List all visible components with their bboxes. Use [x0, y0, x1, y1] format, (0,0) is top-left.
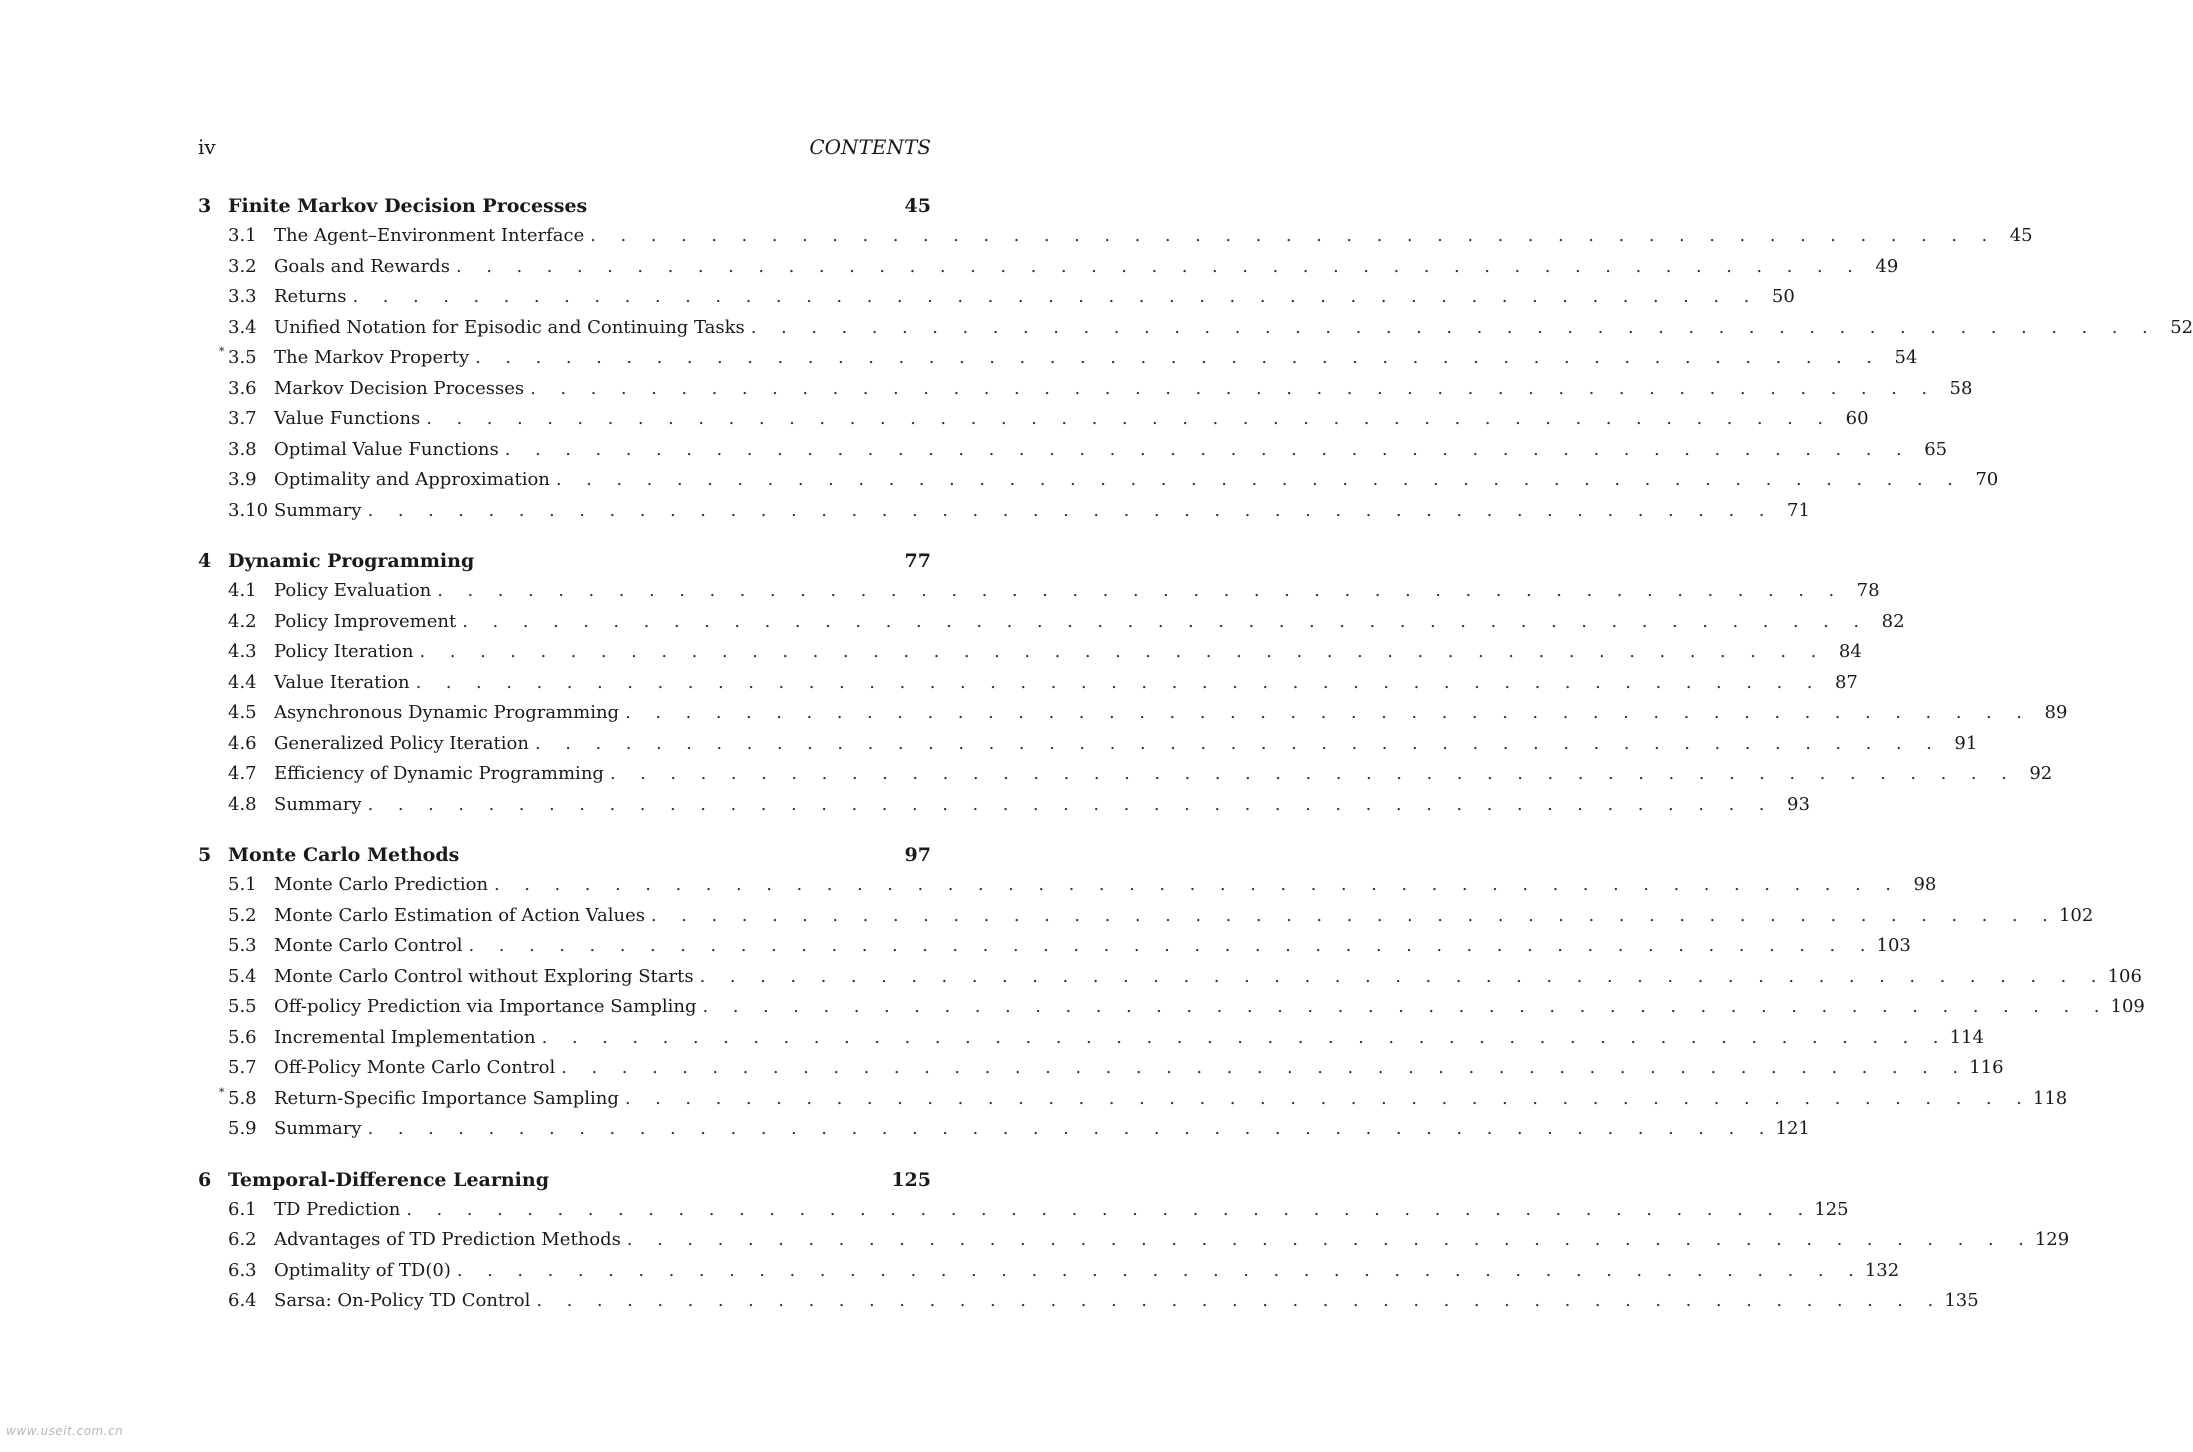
section-number-cell — [198, 313, 274, 344]
section-entry[interactable] — [198, 759, 2053, 790]
chapter-page-number: 45 — [904, 195, 931, 217]
chapter-title: Finite Markov Decision Processes — [228, 195, 588, 217]
section-number-cell — [198, 1053, 274, 1084]
chapter-number: 5 — [198, 844, 212, 866]
section-entry[interactable] — [198, 1114, 1810, 1145]
section-number-cell — [198, 962, 274, 993]
section-title: Policy Iteration — [274, 641, 414, 662]
section-page-number: 92 — [2029, 763, 2053, 784]
section-number: 5.9 — [228, 1118, 257, 1139]
section-number: 3.2 — [228, 255, 257, 277]
section-entry[interactable] — [198, 252, 1899, 283]
section-number-cell — [198, 1023, 274, 1054]
section-number: 6.3 — [228, 1259, 257, 1281]
section-page-number: 84 — [1838, 641, 1862, 662]
chapter-number: 4 — [198, 550, 212, 572]
section-number: 4.1 — [228, 580, 257, 601]
section-title: Goals and Rewards — [274, 255, 450, 277]
section-page-number: 116 — [1969, 1057, 2004, 1078]
section-number: 4.4 — [228, 671, 257, 693]
section-entry[interactable] — [198, 962, 2142, 993]
section-page-number: 98 — [1913, 874, 1937, 895]
section-number-cell — [198, 252, 274, 283]
dot-leader: . . . . . . . . . . . . . . . . . . . . . . . . . . . . . . . . . . . . . . . . . . . . . . . — [541, 1026, 1948, 1048]
section-number: 3.5 — [228, 347, 257, 368]
dot-leader: . . . . . . . . . . . . . . . . . . . . . . . . . . . . . . . . . . . . . . . . . . . . . . . — [455, 255, 1863, 277]
section-title: Summary — [274, 1118, 362, 1139]
section-page-number: 103 — [1876, 935, 1911, 956]
section-page-number: 52 — [2170, 316, 2193, 338]
dot-leader: . . . . . . . . . . . . . . . . . . . . . . . . . . . . . . . . . . . . . . . . . . . . . . . — [555, 469, 1963, 490]
section-number: 6.1 — [228, 1198, 257, 1220]
dot-leader: . . . . . . . . . . . . . . . . . . . . . . . . . . . . . . . . . . . . . . . . . . . . . . . — [625, 702, 2032, 723]
section-number: 5.4 — [228, 965, 257, 987]
section-number-cell — [198, 931, 274, 962]
section-page-number: 93 — [1787, 793, 1810, 815]
dot-leader: . . . . . . . . . . . . . . . . . . . . . . . . . . . . . . . . . . . . . . . . . . . . . . . — [426, 408, 1833, 429]
section-page-number: 106 — [2107, 965, 2142, 987]
section-number-cell — [198, 1114, 274, 1145]
section-number: 3.3 — [228, 286, 257, 307]
section-entry[interactable] — [198, 313, 2193, 344]
section-number: 4.2 — [228, 610, 257, 632]
section-number: 3.4 — [228, 316, 257, 338]
dot-leader: . . . . . . . . . . . . . . . . . . . . . . . . . . . . . . . . . . . . . . . . . . . . . . . — [415, 671, 1822, 693]
dot-leader: . . . . . . . . . . . . . . . . . . . . . . . . . . . . . . . . . . . . . . . . . . . . . . . — [650, 904, 2058, 926]
section-number: 5.1 — [228, 874, 257, 895]
dot-leader: . . . . . . . . . . . . . . . . . . . . . . . . . . . . . . . . . . . . . . . . . . . . . . . — [590, 225, 1997, 246]
section-page-number: 49 — [1875, 255, 1899, 277]
section-entry[interactable] — [198, 496, 1810, 527]
section-entry[interactable] — [198, 576, 1880, 607]
running-title: CONTENTS — [809, 135, 931, 159]
page-number: iv — [198, 135, 216, 159]
section-page-number: 109 — [2110, 996, 2145, 1017]
section-number: 5.3 — [228, 935, 257, 956]
section-number-cell — [198, 1084, 274, 1115]
chapter-page-number: 125 — [891, 1168, 931, 1191]
section-number-cell — [198, 1256, 274, 1287]
chapter-entry[interactable] — [198, 1165, 931, 1195]
watermark: www.useit.com.cn — [6, 1424, 124, 1438]
section-number-cell — [198, 1286, 274, 1317]
dot-leader: . . . . . . . . . . . . . . . . . . . . . . . . . . . . . . . . . . . . . . . . . . . . . . . — [406, 1198, 1813, 1220]
section-number-cell — [198, 668, 274, 699]
dot-leader: . . . . . . . . . . . . . . . . . . . . . . . . . . . . . . . . . . . . . . . . . . . . . . . — [504, 438, 1912, 460]
dot-leader: . . . . . . . . . . . . . . . . . . . . . . . . . . . . . . . . . . . . . . . . . . . . . . . — [494, 874, 1901, 895]
chapter-entry[interactable] — [198, 191, 931, 221]
section-entry[interactable] — [198, 607, 1905, 638]
dot-leader: . . . . . . . . . . . . . . . . . . . . . . . . . . . . . . . . . . . . . . . . . . . . . . . — [352, 286, 1759, 307]
section-entry[interactable] — [198, 404, 1869, 435]
dot-leader: . . . . . . . . . . . . . . . . . . . . . . . . . . . . . . . . . . . . . . . . . . . . . . . — [367, 499, 1774, 521]
dot-leader: . . . . . . . . . . . . . . . . . . . . . . . . . . . . . . . . . . . . . . . . . . . . . . . — [750, 316, 2158, 338]
section-number-cell — [198, 576, 274, 607]
section-title: Optimal Value Functions — [274, 438, 499, 460]
dot-leader: . . . . . . . . . . . . . . . . . . . . . . . . . . . . . . . . . . . . . . . . . . . . . . . — [626, 1229, 2034, 1250]
section-number: 3.6 — [228, 377, 257, 399]
section-page-number: 114 — [1949, 1026, 1984, 1048]
section-number: 3.8 — [228, 438, 257, 460]
section-title: Efficiency of Dynamic Programming — [274, 763, 604, 784]
section-entry[interactable] — [198, 1023, 1984, 1054]
section-number: 3.10 — [228, 499, 269, 521]
dot-leader: . . . . . . . . . . . . . . . . . . . . . . . . . . . . . . . . . . . . . . . . . . . . . . . — [699, 965, 2106, 987]
section-title: Monte Carlo Control — [274, 935, 463, 956]
chapter-title: Monte Carlo Methods — [228, 844, 460, 866]
section-entry[interactable] — [198, 1286, 1979, 1317]
section-page-number: 70 — [1975, 469, 1999, 490]
dot-leader: . . . . . . . . . . . . . . . . . . . . . . . . . . . . . . . . . . . . . . . . . . . . . . . — [561, 1057, 1968, 1078]
section-entry[interactable] — [198, 374, 1973, 405]
section-number-cell — [198, 637, 274, 668]
section-page-number: 54 — [1894, 347, 1918, 368]
section-page-number: 89 — [2044, 702, 2068, 723]
section-page-number: 102 — [2058, 904, 2094, 926]
section-title: Asynchronous Dynamic Programming — [274, 702, 620, 723]
section-entry[interactable] — [198, 729, 1978, 760]
section-number: 5.7 — [228, 1057, 257, 1078]
section-number-cell — [198, 698, 274, 729]
section-title: Value Functions — [274, 408, 421, 429]
section-number-cell — [198, 729, 274, 760]
section-title: Policy Improvement — [274, 610, 457, 632]
section-title: Optimality of TD(0) — [274, 1259, 451, 1281]
section-entry[interactable] — [198, 790, 1810, 821]
section-entry[interactable] — [198, 1084, 2068, 1115]
section-page-number: 65 — [1924, 438, 1948, 460]
section-page-number: 87 — [1834, 671, 1858, 693]
section-entry[interactable] — [198, 901, 2094, 932]
section-number: 3.9 — [228, 469, 257, 490]
section-page-number: 58 — [1949, 377, 1973, 399]
section-entry[interactable] — [198, 1195, 1849, 1226]
chapter-page-number: 97 — [904, 844, 931, 866]
dot-leader: . . . . . . . . . . . . . . . . . . . . . . . . . . . . . . . . . . . . . . . . . . . . . . . — [609, 763, 2017, 784]
dot-leader: . . . . . . . . . . . . . . . . . . . . . . . . . . . . . . . . . . . . . . . . . . . . . . . — [468, 935, 1875, 956]
section-number-cell — [198, 901, 274, 932]
section-title: Summary — [274, 793, 362, 815]
chapter-page-number: 77 — [904, 550, 931, 572]
section-page-number: 60 — [1845, 408, 1869, 429]
section-entry[interactable] — [198, 698, 2068, 729]
section-entry[interactable] — [198, 282, 1795, 313]
section-number-cell — [198, 790, 274, 821]
section-title: Monte Carlo Estimation of Action Values — [274, 904, 645, 926]
section-title: Markov Decision Processes — [274, 377, 525, 399]
section-number-cell — [198, 759, 274, 790]
section-entry[interactable] — [198, 343, 1918, 374]
section-title: Returns — [274, 286, 347, 307]
chapter-title: Dynamic Programming — [228, 550, 475, 572]
dot-leader: . . . . . . . . . . . . . . . . . . . . . . . . . . . . . . . . . . . . . . . . . . . . . . . — [536, 1290, 1943, 1311]
section-title: Return-Specific Importance Sampling — [274, 1087, 619, 1109]
section-number-cell — [198, 374, 274, 405]
section-title: The Agent–Environment Interface — [274, 225, 585, 246]
section-title: Unified Notation for Episodic and Continuing Tasks — [274, 316, 745, 338]
section-title: Generalized Policy Iteration — [274, 732, 529, 754]
dot-leader: . . . . . . . . . . . . . . . . . . . . . . . . . . . . . . . . . . . . . . . . . . . . . . . — [456, 1259, 1864, 1281]
dot-leader: . . . . . . . . . . . . . . . . . . . . . . . . . . . . . . . . . . . . . . . . . . . . . . . — [475, 347, 1882, 368]
section-number: 5.8 — [228, 1087, 257, 1109]
section-title: Policy Evaluation — [274, 580, 432, 601]
section-number: 4.3 — [228, 641, 257, 662]
chapter-block — [198, 546, 2068, 820]
chapter-number: 3 — [198, 195, 212, 217]
chapter-entry[interactable] — [198, 840, 931, 870]
section-title: Incremental Implementation — [274, 1026, 536, 1048]
section-entry[interactable] — [198, 870, 1937, 901]
section-title: Sarsa: On-Policy TD Control — [274, 1290, 531, 1311]
section-number-cell — [198, 496, 274, 527]
section-title: The Markov Property — [274, 347, 470, 368]
section-entry[interactable] — [198, 931, 1911, 962]
dot-leader: . . . . . . . . . . . . . . . . . . . . . . . . . . . . . . . . . . . . . . . . . . . . . . . — [530, 377, 1937, 399]
section-number-cell — [198, 282, 274, 313]
chapter-block — [198, 1165, 2070, 1317]
section-page-number: 71 — [1787, 499, 1810, 521]
section-number: 6.4 — [228, 1290, 257, 1311]
dot-leader: . . . . . . . . . . . . . . . . . . . . . . . . . . . . . . . . . . . . . . . . . . . . . . . — [419, 641, 1826, 662]
dot-leader: . . . . . . . . . . . . . . . . . . . . . . . . . . . . . . . . . . . . . . . . . . . . . . . — [624, 1087, 2032, 1109]
page-header — [198, 134, 931, 160]
section-number: 5.2 — [228, 904, 257, 926]
section-title: Value Iteration — [274, 671, 410, 693]
optional-section-marker: * — [219, 345, 225, 358]
section-page-number: 121 — [1775, 1118, 1810, 1139]
section-title: TD Prediction — [274, 1198, 401, 1220]
dot-leader: . . . . . . . . . . . . . . . . . . . . . . . . . . . . . . . . . . . . . . . . . . . . . . . — [702, 996, 2109, 1017]
section-entry[interactable] — [198, 1225, 2070, 1256]
section-number-cell — [198, 607, 274, 638]
section-number-cell — [198, 1195, 274, 1226]
section-entry[interactable] — [198, 435, 1948, 466]
section-number-cell — [198, 435, 274, 466]
dot-leader: . . . . . . . . . . . . . . . . . . . . . . . . . . . . . . . . . . . . . . . . . . . . . . . — [534, 732, 1942, 754]
section-title: Off-Policy Monte Carlo Control — [274, 1057, 556, 1078]
section-number-cell — [198, 1225, 274, 1256]
table-of-contents — [198, 191, 2193, 1337]
section-page-number: 82 — [1881, 610, 1905, 632]
chapter-block — [198, 191, 2193, 526]
section-page-number: 125 — [1814, 1198, 1849, 1220]
dot-leader: . . . . . . . . . . . . . . . . . . . . . . . . . . . . . . . . . . . . . . . . . . . . . . . — [437, 580, 1844, 601]
section-number-cell — [198, 465, 274, 496]
section-number: 4.5 — [228, 702, 257, 723]
section-page-number: 78 — [1856, 580, 1880, 601]
section-number: 5.5 — [228, 996, 257, 1017]
dot-leader: . . . . . . . . . . . . . . . . . . . . . . . . . . . . . . . . . . . . . . . . . . . . . . . — [367, 793, 1774, 815]
section-page-number: 45 — [2009, 225, 2033, 246]
section-number: 4.6 — [228, 732, 257, 754]
section-entry[interactable] — [198, 1053, 2004, 1084]
section-page-number: 129 — [2034, 1229, 2070, 1250]
section-number: 4.7 — [228, 763, 257, 784]
chapter-entry[interactable] — [198, 546, 931, 576]
section-entry[interactable] — [198, 1256, 1900, 1287]
section-number-cell — [198, 992, 274, 1023]
section-title: Summary — [274, 499, 362, 521]
section-entry[interactable] — [198, 668, 1858, 699]
section-entry[interactable] — [198, 465, 1999, 496]
chapter-number: 6 — [198, 1168, 212, 1191]
section-entry[interactable] — [198, 992, 2145, 1023]
chapter-block — [198, 840, 2145, 1145]
section-number-cell — [198, 343, 274, 374]
section-entry[interactable] — [198, 221, 2033, 252]
section-number: 4.8 — [228, 793, 257, 815]
section-page-number: 91 — [1954, 732, 1978, 754]
dot-leader: . . . . . . . . . . . . . . . . . . . . . . . . . . . . . . . . . . . . . . . . . . . . . . . — [462, 610, 1869, 632]
section-title: Optimality and Approximation — [274, 469, 550, 490]
dot-leader: . . . . . . . . . . . . . . . . . . . . . . . . . . . . . . . . . . . . . . . . . . . . . . . — [367, 1118, 1774, 1139]
section-title: Monte Carlo Control without Exploring Starts — [274, 965, 694, 987]
section-page-number: 50 — [1771, 286, 1795, 307]
section-page-number: 118 — [2032, 1087, 2068, 1109]
section-number: 6.2 — [228, 1229, 257, 1250]
section-number-cell — [198, 404, 274, 435]
chapter-title: Temporal-Difference Learning — [228, 1168, 549, 1191]
section-number: 5.6 — [228, 1026, 257, 1048]
optional-section-marker: * — [219, 1085, 225, 1099]
section-number: 3.7 — [228, 408, 257, 429]
section-page-number: 135 — [1944, 1290, 1979, 1311]
section-number: 3.1 — [228, 225, 257, 246]
section-page-number: 132 — [1864, 1259, 1900, 1281]
section-entry[interactable] — [198, 637, 1862, 668]
section-title: Off-policy Prediction via Importance Sampling — [274, 996, 697, 1017]
section-title: Advantages of TD Prediction Methods — [274, 1229, 621, 1250]
section-title: Monte Carlo Prediction — [274, 874, 489, 895]
section-number-cell — [198, 870, 274, 901]
section-number-cell — [198, 221, 274, 252]
